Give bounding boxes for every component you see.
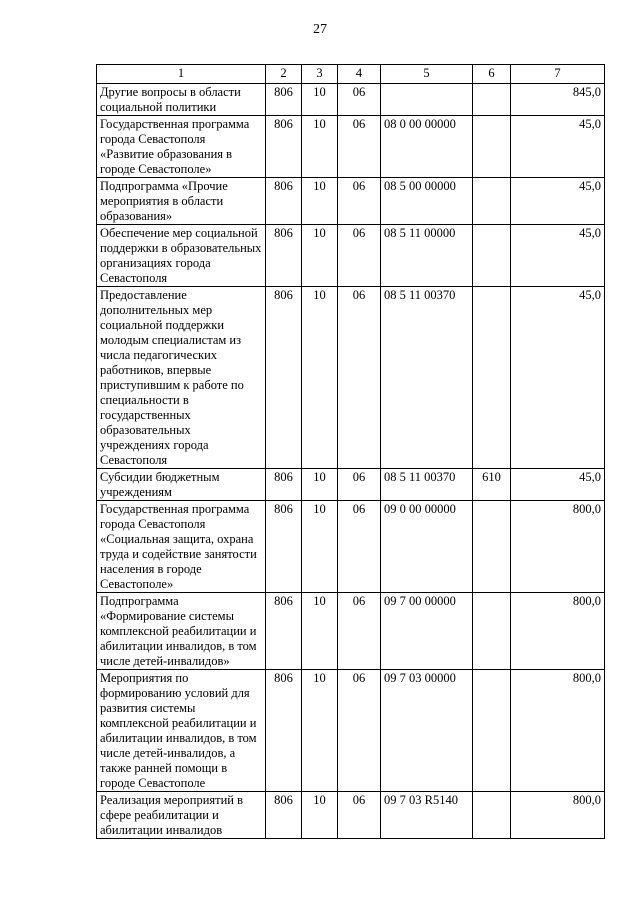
header-row [97,65,605,84]
cell-name: Субсидии бюджетным учреждениям [97,469,266,501]
cell-target-article: 09 7 00 00000 [381,593,473,670]
table-row [97,792,605,839]
cell-code: 806 [266,670,302,792]
cell-section: 10 [302,84,338,116]
cell-target-article: 09 7 03 R5140 [381,792,473,839]
cell-amount: 45,0 [511,116,605,178]
cell-name: Обеспечение мер социальной поддержки в образовательных организациях города Севастополя [97,225,266,287]
cell-name: Государственная программа города Севастополя «Социальная защита, охрана труда и содействие занятости населения в городе Севастополе» [97,501,266,593]
cell-expense-type [473,593,511,670]
cell-section: 10 [302,116,338,178]
cell-code: 806 [266,287,302,469]
cell-name: Мероприятия по формированию условий для развития системы комплексной реабилитации и абилитации инвалидов, в том числе детей-инвалидов, а также ранней помощи в городе Севастополе [97,670,266,792]
table-row [97,178,605,225]
page-number: 27 [313,22,327,37]
header-cell: 5 [381,65,473,84]
cell-subsection: 06 [338,178,381,225]
cell-amount: 45,0 [511,225,605,287]
cell-amount: 800,0 [511,593,605,670]
header-cell: 1 [97,65,266,84]
cell-code: 806 [266,792,302,839]
table-row [97,670,605,792]
table-row [97,469,605,501]
cell-amount: 800,0 [511,792,605,839]
cell-amount: 45,0 [511,469,605,501]
header-cell: 6 [473,65,511,84]
cell-expense-type: 610 [473,469,511,501]
cell-code: 806 [266,501,302,593]
cell-section: 10 [302,287,338,469]
cell-expense-type [473,287,511,469]
cell-name: Подпрограмма «Прочие мероприятия в области образования» [97,178,266,225]
cell-target-article: 08 5 11 00000 [381,225,473,287]
cell-subsection: 06 [338,116,381,178]
cell-target-article: 08 0 00 00000 [381,116,473,178]
cell-section: 10 [302,178,338,225]
cell-expense-type [473,792,511,839]
cell-code: 806 [266,116,302,178]
cell-name: Предоставление дополнительных мер социальной поддержки молодым специалистам из числа педагогических работников, впервые приступившим к работе по специальности в государственных образовательных учреждениях города Севастополя [97,287,266,469]
cell-amount: 800,0 [511,670,605,792]
cell-expense-type [473,501,511,593]
cell-subsection: 06 [338,792,381,839]
cell-subsection: 06 [338,225,381,287]
cell-subsection: 06 [338,593,381,670]
cell-name: Государственная программа города Севастополя «Развитие образования в городе Севастополе» [97,116,266,178]
header-cell: 4 [338,65,381,84]
cell-code: 806 [266,225,302,287]
cell-expense-type [473,178,511,225]
cell-expense-type [473,670,511,792]
cell-subsection: 06 [338,670,381,792]
cell-name: Подпрограмма «Формирование системы комплексной реабилитации и абилитации инвалидов, в том числе детей-инвалидов» [97,593,266,670]
cell-subsection: 06 [338,469,381,501]
cell-target-article: 09 0 00 00000 [381,501,473,593]
cell-expense-type [473,84,511,116]
cell-section: 10 [302,792,338,839]
cell-section: 10 [302,501,338,593]
budget-table [96,64,605,839]
cell-code: 806 [266,84,302,116]
cell-subsection: 06 [338,501,381,593]
cell-amount: 845,0 [511,84,605,116]
table-row [97,501,605,593]
cell-section: 10 [302,225,338,287]
cell-target-article [381,84,473,116]
cell-section: 10 [302,670,338,792]
cell-name: Реализация мероприятий в сфере реабилитации и абилитации инвалидов [97,792,266,839]
cell-subsection: 06 [338,287,381,469]
cell-target-article: 08 5 00 00000 [381,178,473,225]
table-row [97,116,605,178]
cell-amount: 45,0 [511,178,605,225]
cell-section: 10 [302,593,338,670]
cell-amount: 45,0 [511,287,605,469]
table-row [97,593,605,670]
cell-target-article: 08 5 11 00370 [381,287,473,469]
header-cell: 2 [266,65,302,84]
cell-code: 806 [266,178,302,225]
table-row [97,287,605,469]
header-cell: 7 [511,65,605,84]
header-cell: 3 [302,65,338,84]
table-row [97,84,605,116]
cell-subsection: 06 [338,84,381,116]
cell-expense-type [473,116,511,178]
cell-code: 806 [266,593,302,670]
cell-section: 10 [302,469,338,501]
cell-target-article: 09 7 03 00000 [381,670,473,792]
cell-name: Другие вопросы в области социальной политики [97,84,266,116]
cell-code: 806 [266,469,302,501]
cell-target-article: 08 5 11 00370 [381,469,473,501]
table-row [97,225,605,287]
cell-amount: 800,0 [511,501,605,593]
cell-expense-type [473,225,511,287]
